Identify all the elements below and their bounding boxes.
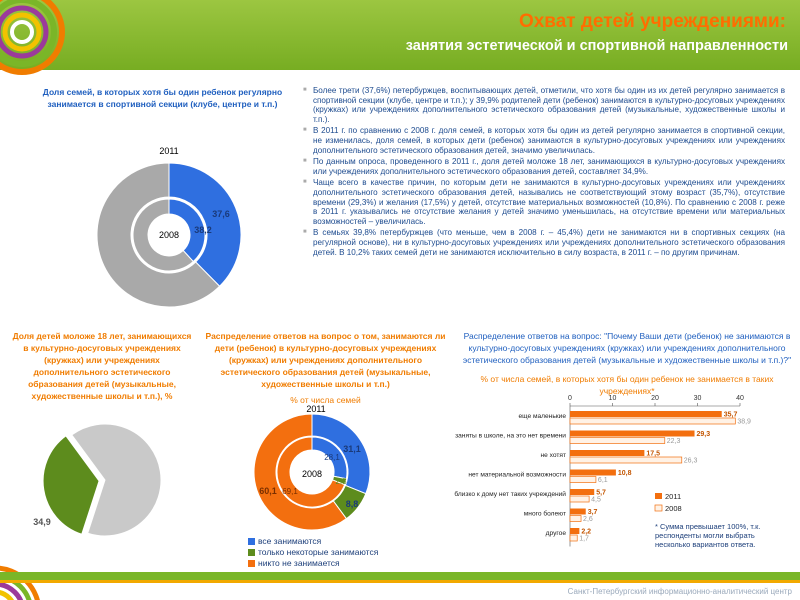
chart4-bar-2011: [570, 489, 594, 495]
chart4-category-label: еще маленькие: [518, 413, 566, 420]
text-paragraph: ■ Чаще всего в качестве причин, по которым дети не занимаются в культурно-досуговых учреждениях или учреждениях дополнительного эстетического образования детей, назывались не соответствующий этому возраст (35,7%), отсутствие времени (29,3%) и желания (17,5%) у детей, отсутствие материальных возможностей (10,8%). По сравнению с 2008 г. реже в 2011 г. указывались не отсутствие желания у детей значимо уменьшилась, на отсутствие времени или материальных возможностей – увеличилась.: [303, 178, 785, 226]
chart4-value-label: 4,5: [591, 496, 601, 504]
text-column: [303, 86, 785, 259]
chart4-subtitle: % от числа семей, в которых хотя бы один ребенок не занимается в таких учреждениях*: [480, 374, 774, 396]
chart4-value-label: 5,7: [596, 489, 606, 497]
chart2-svg: [20, 420, 190, 550]
chart4-bar-2008: [570, 418, 735, 424]
legend-label: все занимаются: [258, 536, 322, 546]
chart4-category-label: близко к дому нет таких учреждений: [454, 491, 566, 498]
chart1-inner-label: 2008: [158, 230, 180, 240]
chart3-value-inner-blue: 28,1: [324, 453, 340, 462]
page-subtitle: занятия эстетической и спортивной направленности: [405, 38, 788, 54]
chart4-tick-label: 40: [736, 395, 744, 402]
chart1-outer-value: 37,6: [212, 209, 230, 219]
chart4-value-label: 1,7: [579, 535, 589, 543]
chart1-title: Доля семей, в которых хотя бы один ребенок регулярно занимается в спортивной секции (клубе, центре и т.п.): [42, 87, 283, 109]
chart4-value-label: 6,1: [597, 477, 608, 484]
legend-swatch: [248, 549, 255, 556]
chart4-category-label: нет материальной возможности: [468, 471, 566, 479]
chart4-legend-swatch: [655, 505, 662, 511]
chart2-title: Доля детей моложе 18 лет, занимающихся в культурно-досуговых учреждениях (кружках) или учреждениях дополнительного эстетического образования детей (музыкальные, художественные школы и т.п.), %: [12, 331, 192, 401]
chart4-bar-2008: [570, 457, 682, 463]
chart4-tick-label: 20: [651, 395, 659, 402]
text-paragraph: ■ В семьях 39,8% петербуржцев (что меньше, чем в 2008 г. – 45,4%) дети не занимаются ни в спортивных секциях (на регулярной основе), ни в культурно-досуговых учреждениях или учреждениях дополнительного эстетического образования детей. В 10,2% таких семей дети не занимаются исключительно в силу возраста, в 2011 г. – по другим причинам.: [303, 228, 785, 257]
chart3-value-outer-green: 8,8: [345, 499, 359, 509]
legend-label: только некоторые занимаются: [258, 547, 379, 557]
text-paragraph: ■ В 2011 г. по сравнению с 2008 г. доля семей, в которых хотя бы один из детей регулярно занимается в спортивной секции, не изменилась, доля семей, в которых дети (ребенок) занимаются в культурно-досуговых учреждениях или учреждениях дополнительного эстетического образования детей, значимо увеличилась.: [303, 126, 785, 155]
chart3-value-outer-blue: 31,1: [343, 444, 361, 454]
footer-bar: [0, 572, 800, 580]
chart4-category-label: много болеют: [523, 510, 566, 518]
legend-swatch: [248, 538, 255, 545]
chart4-category-label: заняты в школе, на это нет времени: [455, 432, 566, 440]
chart3-legend: [248, 536, 378, 569]
legend-swatch: [248, 560, 255, 567]
chart3-value-inner-orange: 69,1: [282, 487, 298, 496]
chart4-bar-2008: [570, 535, 577, 541]
chart4-footnote: * Сумма превышает 100%, т.к. респонденты могли выбрать несколько вариантов ответа.: [655, 522, 761, 549]
text-paragraph: ■ По данным опроса, проведенного в 2011 г., доля детей моложе 18 лет, занимающихся в культурно-досуговых учреждениях или учреждениях дополнительного эстетического образования детей, составляет 34,9%.: [303, 157, 785, 176]
chart4-legend-swatch: [655, 493, 662, 499]
chart4-tick-label: 0: [568, 395, 572, 402]
chart3-title: Распределение ответов на вопрос о том, занимаются ли дети (ребенок) в культурно-досуговых учреждениях (кружках) или учреждениях дополнительного эстетического образования детей (музыкальные, художественные школы и т.п.): [205, 331, 446, 389]
chart4-legend-label: 2008: [665, 504, 682, 513]
chart4-bar-2008: [570, 516, 581, 522]
chart4-bar-2008: [570, 496, 589, 502]
chart4-category-label: другое: [545, 530, 566, 537]
chart4-tick-label: 10: [608, 395, 617, 402]
chart4-bar-2011: [570, 450, 644, 456]
chart4-bar-2011: [570, 431, 695, 437]
chart3-value-inner-green: 2,8: [335, 477, 347, 486]
chart4-value-label: 10,8: [617, 470, 632, 477]
chart4-value-label: 17,5: [646, 450, 660, 458]
chart4-bar-2011: [570, 411, 722, 417]
chart1-svg: [80, 140, 255, 320]
chart4-value-label: 22,3: [666, 438, 681, 445]
legend-label: никто не занимается: [258, 558, 340, 568]
footer-accent-bar: [0, 580, 800, 583]
chart4-bar-2008: [570, 477, 596, 483]
chart3-inner-label: 2008: [301, 469, 323, 479]
chart4-bar-2011: [570, 509, 586, 515]
chart4-value-label: 2,6: [583, 516, 593, 523]
legend-item: [248, 536, 378, 547]
chart4-bar-2008: [570, 438, 665, 444]
chart4-category-label: не хотят: [540, 452, 566, 459]
chart4-value-label: 2,2: [581, 528, 592, 536]
chart3-subtitle: % от числа семей: [290, 395, 361, 405]
chart4-legend-label: 2011: [665, 492, 682, 501]
legend-item: [248, 558, 378, 569]
text-paragraph: ■ Более трети (37,6%) петербуржцев, воспитывающих детей, отметили, что хотя бы один из их детей регулярно занимается в спортивной секции (клубе, центре и т.п.); у 39,9% родителей дети (ребенок) занимаются в культурно-досуговых учреждениях (кружках) или учреждениях дополнительного эстетического образования детей (музыкальные, художественные школы и т.п.).: [303, 86, 785, 124]
chart3-outer-label: 2011: [306, 404, 326, 414]
chart4-tick-label: 30: [693, 395, 702, 402]
chart1-outer-label: 2011: [159, 146, 179, 156]
chart4-value-label: 26,3: [683, 457, 698, 465]
chart2-value-label: 34,9: [33, 517, 51, 527]
chart3-value-outer-orange: 60,1: [259, 486, 277, 496]
chart4-title: Распределение ответов на вопрос: "Почему Ваши дети (ребенок) не занимаются в культурно-досуговых учреждениях (кружках) или учреждениях дополнительного эстетического образования детей (музыкальные и художественные школы и т.п.)?": [462, 331, 792, 365]
chart4-bar-2011: [570, 470, 616, 476]
footer-text: Санкт-Петербургский информационно-аналитический центр: [567, 587, 792, 596]
chart4-value-label: 29,3: [696, 431, 711, 438]
page-title: Охват детей учреждениями:: [518, 11, 786, 32]
legend-item: [248, 547, 378, 558]
chart4-bar-2011: [570, 528, 579, 534]
chart3-svg: [248, 402, 388, 532]
chart4-value-label: 35,7: [723, 411, 738, 419]
chart4-value-label: 3,7: [587, 509, 598, 516]
chart4-value-label: 38,9: [737, 418, 751, 426]
chart1-inner-value: 38,2: [194, 225, 212, 235]
